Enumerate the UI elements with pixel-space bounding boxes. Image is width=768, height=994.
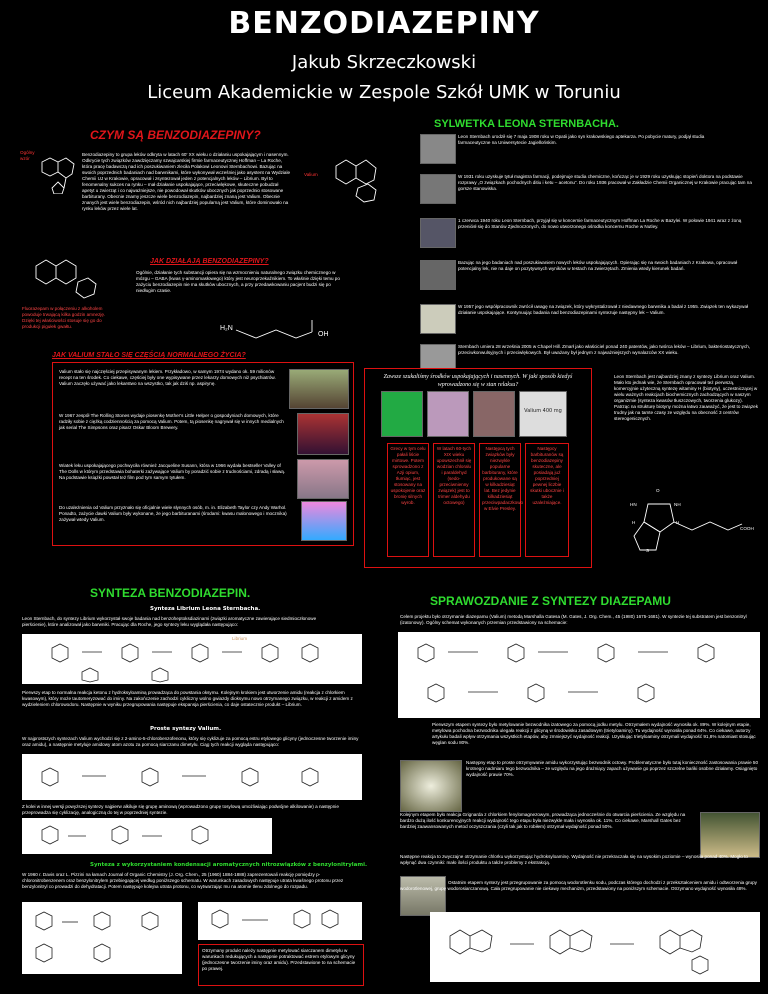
sample-photo [700, 812, 760, 858]
biotin-o: O [656, 488, 660, 493]
warhol-portrait-photo [301, 501, 347, 541]
librium-label: Librium [232, 636, 248, 641]
methylation-scheme-panel [198, 902, 362, 940]
biotin-nh: NH [674, 502, 681, 507]
diazepam-scheme [398, 632, 760, 718]
gaba-amine: H₂N [220, 325, 233, 332]
sprawozdanie-intro: Celem projektu było otrzymanie diazepamu (Valium) metodą Marshalla Gatesa (M. Gates, J. Org. Chem., 45 (1980) 1675-1681). W syntezie tej substratem jest benzonitryl (izatonowy). Ogólny schemat wykonanych przemian przedstawiony na schemacie: [400, 614, 747, 625]
synteza-heading: SYNTEZA BENZODIAZEPIN. [90, 586, 251, 600]
section1-text: Benzodiazepiny to grupa leków odkryta w latach 60' XX wieku o działaniu uspokajającym i nasennym. Odkrycie tych związków zawdzięczamy szwajcarskiej firmie farmaceutycznej Hoffman – La Roche, która pracę badawczą nad ich poszukiwaniem zleciła Polakowi Leonowi Sternbachowi. Bazując na swoich poprzednich badaniach nad barwnikami, które wykonywał wcześniej jako asystent na Wydziale Chemii UJ w Krakowie, opracował i zsyntezował jeden z potencjalnych leków – Librium. Był to fenomenalny sukces na rynku – mał działanie uspokajające, przeciwlękowe, skuteczne pobudzał apetyt u zwierząt i co najważniejsze, nie powodował skutków ubocznych jak poprzednio stosowane barbiturany. Obecnie znamy jeszcze wiele benzodiazepin, najbardziej znaną jest Valium. Obecnie znanych jest wiele benzodiazepin, wśród nich najbardziej popularną jest Valium, które dominowało na rynku leków przez wiele lat. [82, 152, 291, 211]
gaba-oh: OH [318, 331, 329, 338]
usage-col [525, 443, 569, 557]
general-formula-label: Ogólny wzór [20, 150, 35, 161]
roche-building-photo [420, 218, 456, 248]
opium-photo [427, 391, 469, 437]
valium-label: Valium [304, 172, 318, 177]
bio-item [420, 304, 760, 338]
page-title: BENZODIAZEPINY [228, 6, 540, 41]
biotin-h1: H [632, 520, 636, 525]
synteza-sub2: Proste syntezy Valium. [150, 726, 222, 732]
valium-scheme1 [22, 754, 362, 800]
chloral-photo [473, 391, 515, 437]
valium-bottle-photo [289, 369, 349, 409]
usage-col [479, 443, 524, 557]
bio-text: Sternbach umiera 28 września 2005 w Chapel Hill. Zmarł jako właściciel ponad 240 patentów, jako twórca leków – Librium, bakteriostatycznych, przeciwkonwulsyjnych i przeciwlękowych. Był uważany był jednym z najważniejszych wynalazców XX wieku. [458, 344, 751, 355]
university-photo [420, 174, 456, 204]
gaba-structure [220, 316, 330, 346]
valium-life-panel [52, 362, 354, 546]
sprawozdanie-p2: Następny etap to proste otrzymywanie amidu wykorzystując bezwodnik octowy. Problematyczne było tutaj konieczność zastosowania prawie 50 krotnego nadmiaru tego bezwodnika – ze względu na jego drażniący zapach używanie go poprzez szczelne bańki osobne działamy. Osiągnięto wydajność prawie 70%. [466, 760, 759, 777]
methylation-scheme [198, 902, 362, 940]
usage-col-text: W latach 60-tych XIX wieku upowszechnił się wodzian chloralu i paraldehyd (sedo-przeciwnienny związek) jest to trimer aldehydu octowego) [436, 446, 472, 505]
usage-col-text: Następcą tych związków były niezwykle popularne barbiturany, które produkowane są w kilkadziesiąt lat. Bez jedynie kilkadziesiąt przeciwpadaczkowo w Elvie Presley. [482, 446, 524, 511]
author-name: Jakub Skrzeczkowski [291, 52, 477, 73]
synteza-sub3: Synteza z wykorzystaniem kondensacji aromatycznych nitrozwiązków z benzylonitrylami. [90, 862, 368, 868]
diazepam-scheme-panel [398, 632, 760, 718]
bio-text: W 1957 jego współpracownik zwrócił uwagę na związek, który wykrystalizował z niedawnego barwnika a badał z 1955. Związek ten wykazywał działanie uspokajające. Kontynuując badania nad benzodiazepinami syntezuje następny lek – Valium. [458, 304, 749, 315]
valium-structure [296, 146, 386, 204]
flask-photo [400, 760, 462, 812]
rearrangement-scheme [430, 912, 760, 982]
bio-item [420, 174, 760, 208]
librium-scheme [22, 634, 362, 684]
valium-life-p3: Wiatek leku uspokajającego pochwyciła również Jacqueline Susann, która w 1966 wydała bestseller Valley of The Dolls w którym przedstawia bohaterki zażywające Valium by poradzić sobie z trudnościami, zdradą i sławą. Na podstawie książki powstał też film pod tym samym tytułem. [59, 463, 286, 480]
section-heading-what: CZYM SĄ BENZODIAZEPINY? [90, 128, 261, 142]
bio-text: W 1931 roku uzyskuje tytuł magistra farmacji, podejmuje studia chemiczne, kończąc je w 1929 roku uzyskując stopień doktora na podstawie rozprawy „O związkach pochodnych ditiu i ketu – acetonu”. Do roku 1936 pracował w Zakładzie Chemii Organicznej w Krakowie pracując tam na gorsze stanowiska. [458, 174, 752, 191]
sprawozdanie-p1: Pierwszym etapem syntezy było metylowanie bezwodnika izatowego za pomocą jodku metylu. Otrzymałem wydajność wynosiła ok. 89%. W kolejnym etapie, metylowa pochodna bezwodnika ulegała reakcji z glicyną w środowisku zasadowym (trietyloaminy). Tu wydajność wynosiła ponad 64%. Co ciekawe, autorzy artykułu badali wpływ otrzymania wszystkich etapów, aby zmniejszyć wydajność reakcji. Uzyskując trietyloaminy otrzymali wydajność 91,8% natomiast stosując węglan sodu 80%. [432, 722, 756, 745]
bio-text: Leon Sternbach urodził się 7 maja 1908 roku w Opatii jako syn krakowskiego aptekarza. Po pobycie matury, podjął studia farmaceutyczne na Uniwersytecie Jagiellońskim. [458, 134, 705, 145]
general-formula [20, 146, 80, 194]
valium-scheme1-panel [22, 754, 362, 800]
valium-scheme2-panel [22, 818, 272, 854]
bio-text: 1 czerwca 1940 roku Leon Sternbach, przyjął się w koncernie farmaceutycznym Hoffman La Roche w Bazylei. W połowie 1941 wraz z żoną przeniósł się do Stanów Zjednoczonych, do nowo utworzonego ośrodka koncernu Roche w Nutley. [458, 218, 742, 229]
methylation-note-box [198, 944, 364, 986]
synteza-intro: Leon Sternbach, do syntezy Librium wykorzystał swoje badania nad benzoheptoksdiazinami (związki aromatyczne zawierające siedmioczłonowe pierścienie), które analizował jako barwniki. Pracując dla Roche, jego syntezy leku wyglądała następująco: [22, 616, 317, 627]
valium-scheme2 [22, 818, 272, 854]
bio-item [420, 260, 760, 294]
bio-text: Bazując na jego badaniach nad poszukiwaniem nowych leków uspokajających. Opierając się na swoich badaniach z Krakowa, opracował potencjalny lek, nie na daje on pozytywnych wyników w testach na zwierzętach. Zmienia wtedy kierunek badań. [458, 260, 738, 271]
usage-col [387, 443, 429, 557]
bio-heading: SYLWETKA LEONA STERNBACHA. [434, 118, 619, 130]
valium-life-p4: Do uzależnienia od Valium przyznało się oficjalnie wiele słynnych osób, m. in. Elizabeth Taylor czy Andy Warhol. Ponadto, zażycie dawki Valium były wykonane, że jego barbituranami (środami: kwasu malonowego i mocznika) zażywał wtedy Valium. [59, 505, 287, 522]
biotin-note: Leon Sternbach jest najbardziej znany z syntezy Librium oraz Valium. Mało kto jednak wie, że Sternbach opracował też pierwszą, komercyjnie użyteczną syntezę witaminy H (biotyny), uczestniczącej w wielu ważnych reakcjach biochemicznych zachodzących w naszym organizmie (synteza kwasów tłuszczowych, tworzenia glukozy). Patrząc na strukturę biotyny można łatwo zauważyć, że jest to związek trudny jak na tamte czasy ze względu na obecność 3 centrów stereogenicznych. [614, 374, 758, 421]
usage-col-text: Następcy barbituranów są benzodiazepiny skuteczne, ale posiadają już poprzedniej pewnej liczbie skutki ubocznie i także uzależniające. [530, 446, 564, 505]
valium-photo-caption: Valium 400 mg [524, 408, 562, 414]
synteza-p3: Z kolei w innej wersji powyższej syntezy najpierw alkiluje się grupę aminową (wprowadzono grupę tosylową umożliwiając podwójne alkilowanie) a następnie przeprowadza się cyklizację, analogiczną do tej w poprzedniej syntezie. [22, 804, 339, 815]
valium-life-p2: W 1967 zespół The Rolling Stones wydaje piosenkę Mother's Little Helper o gospodyniach domowych, które radziły sobie z ciężką codziennością za pomocą Valium. Potem, tą piosenkę nagrywał się w innych medialnych jak serial The Simpsons oraz pisarz Oskar Bloom Brewery. [59, 413, 284, 430]
fluorazepam-note: Fluorazepam w połączeniu z alkoholem powoduje trwającą kilka godzin amnezję. Dzięki tej właściwości stosuje się go do produkcji pigułek gwałtu. [22, 306, 106, 329]
synteza-sub1: Synteza Librium Leona Sternbacha. [150, 606, 261, 612]
valium-pack-photo [420, 304, 456, 334]
fluorazepam-structure [22, 246, 112, 304]
nitro-scheme [22, 902, 182, 974]
usage-panel [364, 368, 592, 568]
section-heading-valium-life: JAK VALIUM STAŁO SIĘ CZĘŚCIĄ NORMALNEGO ŻYCIA? [52, 352, 246, 359]
biotin-s: S [646, 548, 650, 553]
lab-photo [420, 260, 456, 290]
valley-of-dolls-photo [297, 459, 349, 499]
bio-item [420, 134, 760, 168]
myrtle-photo [381, 391, 423, 437]
sprawozdanie-heading: SPRAWOZDANIE Z SYNTEZY DIAZEPAMU [430, 594, 671, 608]
rolling-stones-photo [297, 413, 349, 455]
synteza-p4: W 1960 r. Davis oraz L. Pizzini na łamach Journal of Organic Chemistry (J. Org. Chem., 25 (1960) 1884-1888) zaprezentowali reakcję pomiędzy p-chloronitrobenzenem oraz benzylonitrylem przebiegającej według poniższego schematu. W warunkach zasadowych następuje utrata kwaśnego protonu przez benzylonitryl co prowadzi do dehydratacji. Potem następuje kolejna utrata protonu, co wytwarzając mu na atomie tlenu zdolnego do rozpadu. [22, 872, 344, 889]
synteza-p2: W najprostszych syntezach Valium wychodzi się z 2-amino-5-chlorobenzofenonu, który się cyklizuje za pomocą estru etylowego glicyny (jednoczesne tworzenie iminy oraz amidu), a następnie metyluje amidowy atom azotu za pomocą siarczanu dimetylu. Ciąg tych reakcji wygląda następująco: [22, 736, 359, 747]
section2-text: Ogólnie, działanie tych substancji opiera się na wzmocnieniu naturalnego związku chemicznego w mózgu – GABA (kwas γ-aminomasłowego) który jest neuroprzekaźnikiem. To właśnie dzięki temu po zażyciu benzodiazepin nie ma skutków ubocznych, a przy przedawkowaniu pacjent budzi się po niedługim czasie. [136, 270, 340, 293]
section-heading-how: JAK DZIAŁAJĄ BENZODIAZEPINY? [150, 258, 269, 265]
sprawozdanie-p3: Kolejnym etapem było reakcja Grignarda z chlorkiem fenylomagnezowym, prowadząca jednocześnie do otwarcia pierścienia. Ze względu na bardzo dużą ilość konkurencyjnych reakcji wydajność tego etapu była niezwykle mała i wynosiła ok. 11%. Co ciekawe, Marshall Gates bez bardziej zaawansowanych metod oczyszczania (czyli tak jak to robiłem) otrzymał wydajność ponad 50%. [400, 812, 686, 829]
biotin-hn: HN [630, 502, 637, 507]
sternbach-photo [420, 134, 456, 164]
sprawozdanie-p4: Następne reakcja to zwyczajne otrzymanie chlorku wykorzystując hydroksyloaminę. Wydajność nie przekraczała się na wysokim poziomie – wynosiła ponad 40%. Mogło to wpłynąć dwa czynniki: mało ilości produktu a także problemy z ekstrakcją. [400, 854, 748, 865]
biotin-h2: H [676, 520, 680, 525]
usage-col [433, 443, 475, 557]
valium-life-p1: Valium stało się najczęściej przepisywanym lekiem. Przykładowo, w samym 1974 wydano ok. 59 milionów recept na ten środek. Co ciekawe, częściej były one wypisywane przez lekarzy domowych niż psychiatrów. Valium zaczęło używać jako lekarstwo na wszystko, tak jak dziś np. aspirynę. [59, 369, 276, 386]
rearrangement-scheme-panel [430, 912, 760, 982]
biotin-structure [616, 486, 762, 560]
photo-row [381, 391, 581, 437]
valium-photo [519, 391, 567, 437]
usage-col-text: Grecy w tym celu pałali liście mirtowe. Potem sprowadzono z Azji opium, tłumiąc, jest stosowany na uspokojenie oraz bronię silnych wyrob. [390, 446, 426, 505]
school-name: Liceum Akademickie w Zespole Szkół UMK w Toruniu [147, 82, 621, 103]
methylation-note: Otrzymany produkt należy następnie metylować siarczanem dimetylu w warunkach redukujących a następnie potraktować estrem etylowym glicyny (jednoczesne tworzenie iminy oraz amidu). Przedstawione to na schemacie po prawej. [202, 948, 356, 971]
bio-item [420, 218, 760, 252]
synteza-p1: Pierwszy etap to normalna reakcja ketonu z hydroksyloaminą prowadząca do powstania oksymu. Kolejnym krokiem jest utworzenie amidu (reakcja z chlorkiem kwasowym), który może tautomeryzować do iminy. Na zakończenie zachodzi cykliczny wolno gwiazdy dioksymu nowo otrzymanego związku, w reakcji z amidem z wydzieleniem chlorowodoru. Następnie w wyniku przegrupowania następuje ekspansja pierścienia, co daje ostatecznie produkt – Librium. [22, 690, 353, 707]
librium-scheme-panel [22, 634, 362, 684]
usage-heading: Zawsze szukaliśmy środków uspokajających i nasennych. W jaki sposób kiedyś wprowadzono się w stan relaksu? [383, 374, 573, 388]
biotin-cooh: COOH [740, 526, 754, 531]
nitro-scheme-panel [22, 902, 182, 974]
sprawozdanie-p5: Ostatnim etapem syntezy jest przegrupowanie za pomocą wodorotlenku sodu, podczas którego dochodzi z przekształceniem amidu i odtworzenia grupy wodorotlenowej, grupę wodorosiarczanową. Cała przegrupowanie nie ciekawy mechanizm, przedstawiony na poniższym schemacie. Otrzymano wydajność wynosiła 48%. [400, 880, 757, 891]
